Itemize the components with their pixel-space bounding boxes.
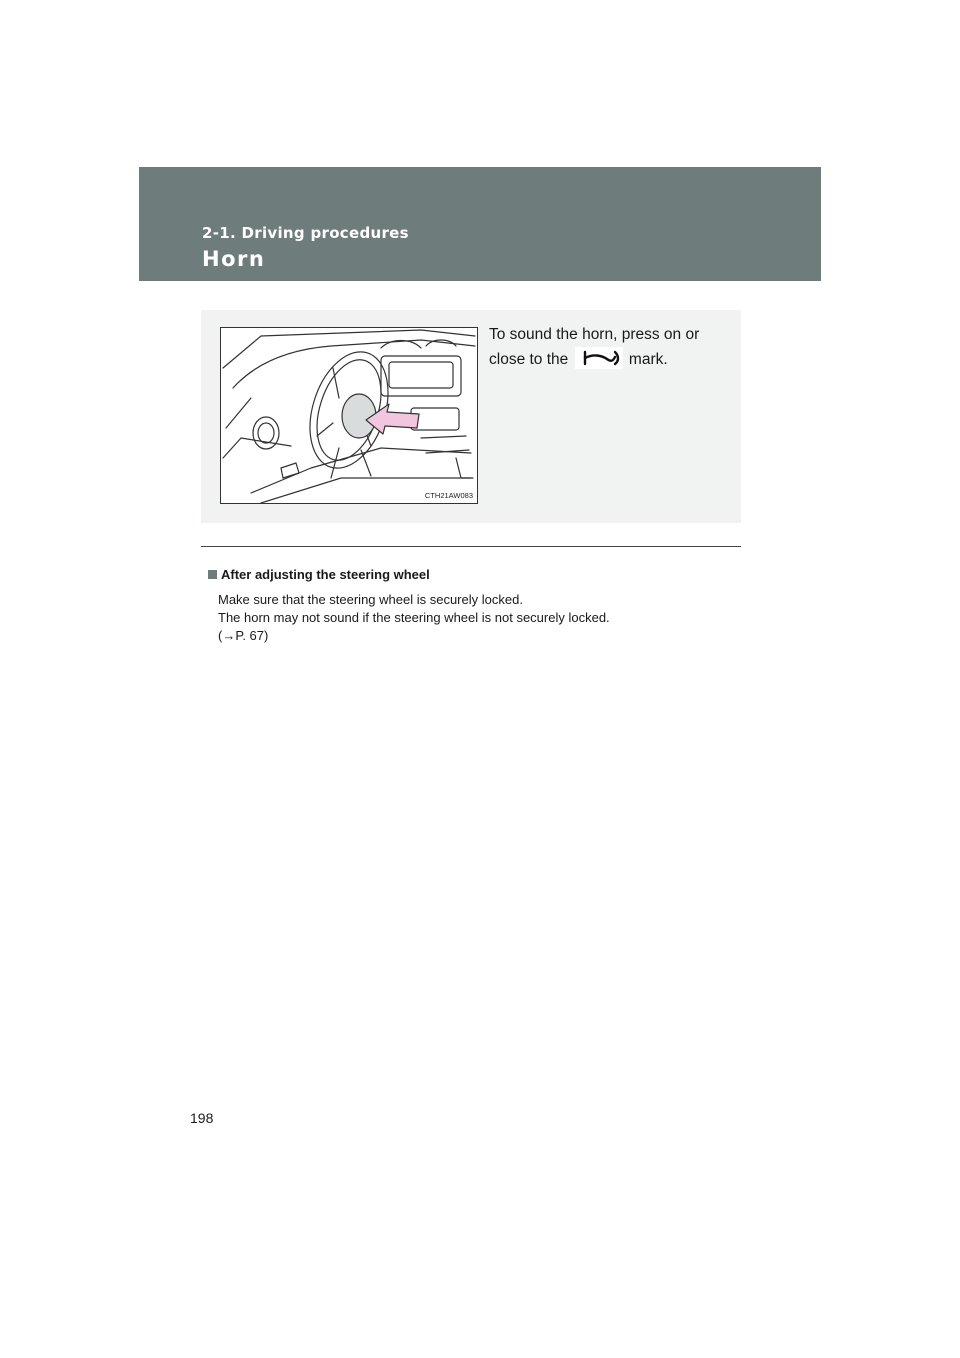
- section-header: [139, 167, 821, 281]
- note-heading-text: After adjusting the steering wheel: [221, 567, 430, 582]
- horn-instruction: [489, 322, 734, 372]
- page-title: Horn: [202, 247, 266, 271]
- section-label: 2-1. Driving procedures: [202, 224, 409, 242]
- note-heading: [208, 567, 430, 582]
- illustration-panel: [201, 310, 741, 523]
- steering-wheel-illustration: [220, 327, 478, 504]
- note-line: Make sure that the steering wheel is securely locked.: [218, 592, 523, 607]
- section-divider: [201, 546, 741, 547]
- note-line: The horn may not sound if the steering wheel is not securely locked.: [218, 610, 610, 625]
- steering-wheel-drawing: [221, 328, 477, 503]
- page-number: 198: [190, 1110, 214, 1126]
- instruction-text-after: mark.: [628, 351, 668, 368]
- note-body: [218, 591, 610, 645]
- horn-icon: [575, 347, 623, 369]
- instruction-text-before: To sound the horn, press on or close to the: [489, 326, 700, 368]
- square-bullet-icon: [208, 570, 217, 579]
- page-reference-link[interactable]: (→P. 67): [218, 628, 269, 643]
- figure-code: CTH21AW083: [424, 491, 473, 500]
